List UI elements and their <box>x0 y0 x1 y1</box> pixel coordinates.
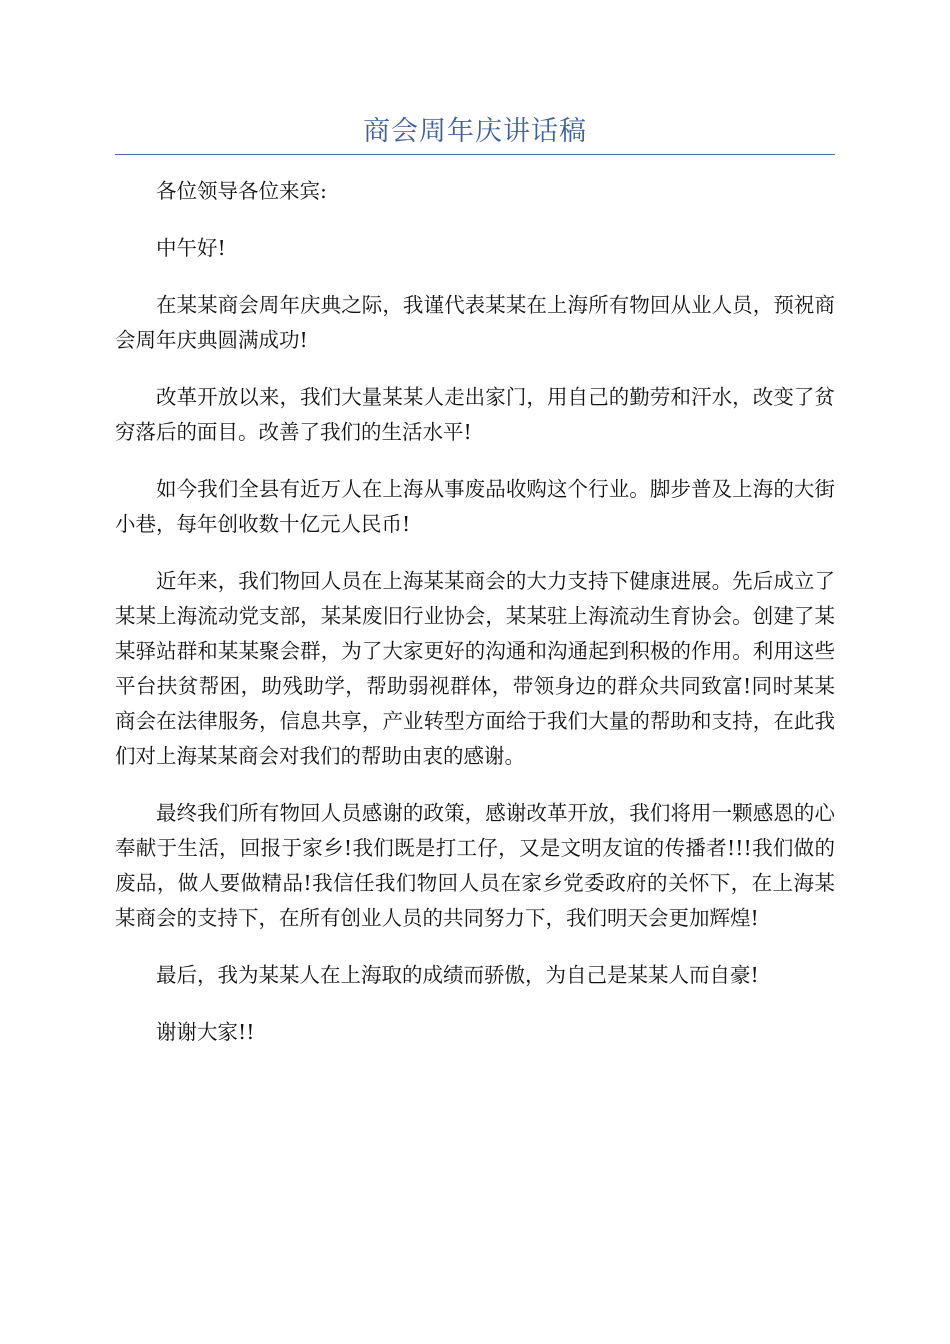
paragraph-reform: 改革开放以来，我们大量某某人走出家门，用自己的勤劳和汗水，改变了贫穷落后的面目。改善了我们的生活水平! <box>115 385 835 444</box>
salutation: 各位领导各位来宾: <box>156 179 327 203</box>
paragraph-pride: 最后，我为某某人在上海取的成绩而骄傲，为自己是某某人而自豪! <box>156 963 759 987</box>
closing-thanks: 谢谢大家!! <box>156 1020 255 1044</box>
paragraph-development: 近年来，我们物回人员在上海某某商会的大力支持下健康进展。先后成立了某某上海流动党支部，某某废旧行业协会，某某驻上海流动生育协会。创建了某某驿站群和某某聚会群，为了大家更好的沟通和沟通起到积极的作用。利用这些平台扶贫帮困，助残助学，帮助弱视群体，带领身边的群众共同致富!同时某某商会在法律服务，信息共享，产业转型方面给于我们大量的帮助和支持，在此我们对上海某某商会对我们的帮助由衷的感谢。 <box>115 569 835 768</box>
title-underline <box>115 154 835 155</box>
document-body <box>115 174 835 1050</box>
document-title: 商会周年庆讲话稿 <box>363 116 587 147</box>
paragraph-industry: 如今我们全县有近万人在上海从事废品收购这个行业。脚步普及上海的大街小巷，每年创收数十亿元人民币! <box>115 477 835 536</box>
paragraph-celebration: 在某某商会周年庆典之际，我谨代表某某在上海所有物回从业人员，预祝商会周年庆典圆满成功! <box>115 293 835 352</box>
paragraph-gratitude: 最终我们所有物回人员感谢的政策，感谢改革开放，我们将用一颗感恩的心奉献于生活，回报于家乡!我们既是打工仔，又是文明友谊的传播者!!!我们做的废品，做人要做精品!我信任我们物回人员在家乡党委政府的关怀下，在上海某某商会的支持下，在所有创业人员的共同努力下，我们明天会更加辉煌! <box>115 801 835 930</box>
greeting: 中午好! <box>156 236 226 260</box>
